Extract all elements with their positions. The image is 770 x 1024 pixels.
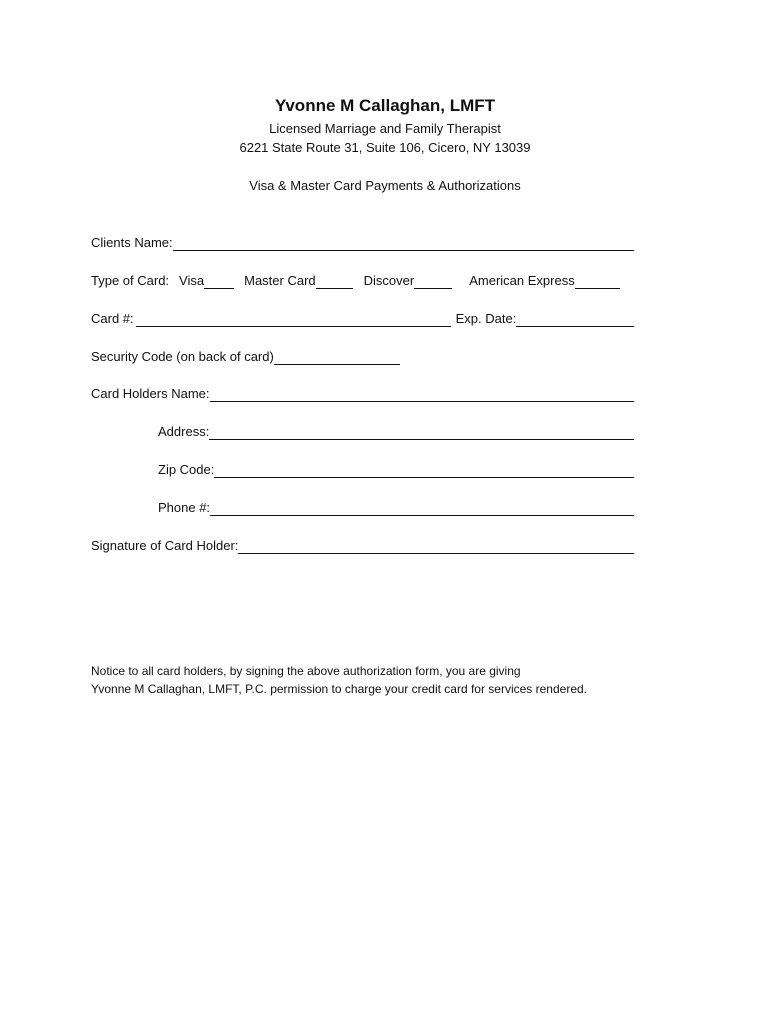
address-label: Address: [158, 424, 210, 439]
card-type-visa-label: Visa [179, 273, 205, 288]
card-type-amex-label: American Express [469, 273, 575, 288]
card-type-visa-field[interactable] [204, 274, 234, 289]
card-holders-name-label: Card Holders Name: [91, 386, 210, 401]
signature-label: Signature of Card Holder: [91, 538, 239, 553]
phone-row [158, 498, 634, 516]
notice-block [91, 662, 587, 698]
document-subtitle: Licensed Marriage and Family Therapist [269, 121, 501, 136]
card-type-mastercard-label: Master Card [244, 273, 316, 288]
clients-name-field[interactable] [173, 236, 634, 251]
card-type-amex-field[interactable] [575, 274, 620, 289]
clients-name-row [91, 233, 634, 251]
address-row [158, 422, 634, 440]
card-number-row [91, 309, 634, 327]
signature-row [91, 536, 634, 554]
zip-code-field[interactable] [214, 463, 634, 478]
card-holders-name-row [91, 384, 634, 402]
exp-date-label: Exp. Date: [455, 311, 517, 326]
phone-label: Phone #: [158, 500, 211, 515]
notice-line-1: Notice to all card holders, by signing the above authorization form, you are giving [91, 664, 521, 678]
card-type-discover-field[interactable] [414, 274, 452, 289]
zip-code-row [158, 460, 634, 478]
card-type-discover-label: Discover [363, 273, 415, 288]
security-code-field[interactable] [274, 350, 400, 365]
notice-line-2: Yvonne M Callaghan, LMFT, P.C. permission to charge your credit card for services rendered. [91, 682, 588, 696]
signature-field[interactable] [238, 539, 634, 554]
clients-name-label: Clients Name: [91, 235, 173, 250]
exp-date-field[interactable] [516, 312, 634, 327]
card-holders-name-field[interactable] [210, 387, 635, 402]
practice-address: 6221 State Route 31, Suite 106, Cicero, NY 13039 [239, 140, 531, 155]
phone-field[interactable] [210, 501, 634, 516]
security-code-label: Security Code (on back of card) [91, 349, 274, 364]
security-code-row [91, 347, 411, 365]
address-field[interactable] [209, 425, 634, 440]
card-number-label: Card #: [91, 311, 134, 326]
card-type-label: Type of Card: [91, 273, 170, 288]
document-title: Yvonne M Callaghan, LMFT [274, 96, 496, 115]
card-type-row [91, 271, 634, 289]
card-type-mastercard-field[interactable] [316, 274, 353, 289]
form-title: Visa & Master Card Payments & Authorizations [249, 178, 521, 193]
card-number-field[interactable] [136, 312, 451, 327]
zip-code-label: Zip Code: [158, 462, 215, 477]
